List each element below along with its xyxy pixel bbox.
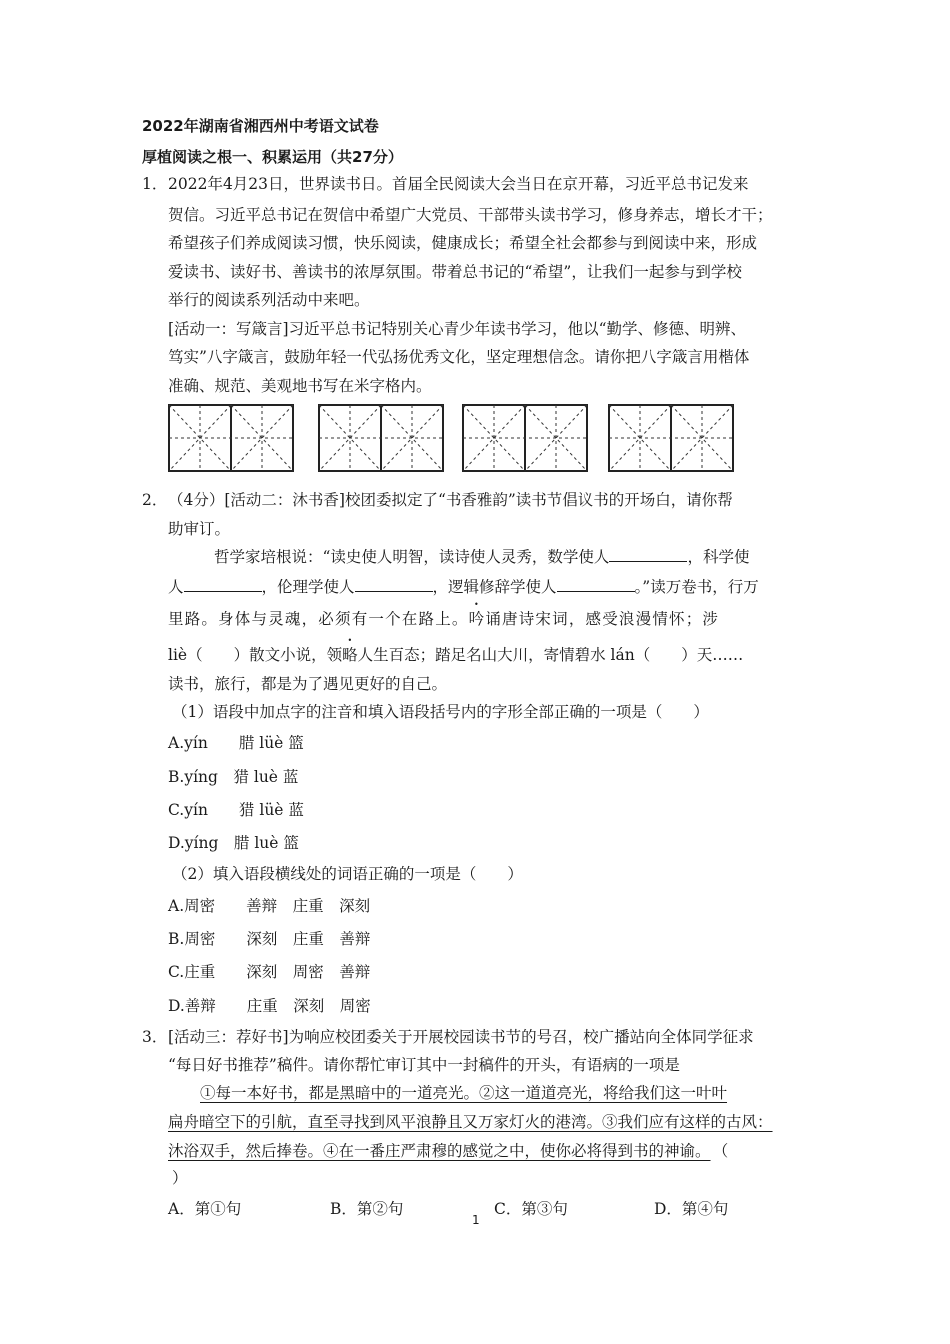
option-a[interactable]: A.周密 善辩 庄重 深刻 <box>168 897 371 915</box>
option-c[interactable]: C．第③句 <box>494 1200 568 1218</box>
page-number: 1 <box>472 1213 480 1227</box>
underlined-passage: 扁舟暗空下的引航，直至寻找到风平浪静且又万家灯火的港湾。③我们应有这样的古风： <box>168 1113 773 1131</box>
passage-line <box>168 1141 728 1161</box>
passage-line: 读书，旅行，都是为了遇见更好的自己。 <box>168 675 448 693</box>
passage-text: 哲学家培根说：“读史使人明智，读诗使人灵秀，数学使人 <box>214 548 610 566</box>
passage-text: 诵唐诗宋词，感受浪漫情怀；涉 <box>485 610 720 628</box>
passage-text: liè（ ）散文小说，领 <box>168 646 343 664</box>
option-d[interactable]: D．第④句 <box>654 1200 729 1218</box>
question-1-line: 笃实”八字箴言，鼓励年轻一代弘扬优秀文化，坚定理想信念。请你把八字箴言用楷体 <box>168 348 750 366</box>
option-d[interactable]: D.yíng 腊 luè 篮 <box>168 834 299 852</box>
question-1-line: 准确、规范、美观地书写在米字格内。 <box>168 377 432 395</box>
passage-text: 人 <box>168 578 184 596</box>
question-3-number: 3． <box>142 1028 168 1046</box>
passage-text: ，逻辑修辞学使人 <box>432 578 557 596</box>
answer-paren: （ <box>720 1142 729 1160</box>
section-heading: 厚植阅读之根一、积累运用（共27分） <box>142 148 403 166</box>
option-a[interactable]: A．第①句 <box>168 1200 242 1218</box>
question-2-line: （4分）[活动二：沐书香]校团委拟定了“书香雅韵”读书节倡议书的开场白，请你帮 <box>168 491 733 509</box>
passage-line <box>214 547 749 567</box>
question-3-line: “每日好书推荐”稿件。请你帮忙审订其中一封稿件的开头，有语病的一项是 <box>168 1056 680 1074</box>
fill-blank-1[interactable] <box>609 547 687 562</box>
question-1-line: 爱读书、读好书、善读书的浓厚氛围。带着总书记的“希望”，让我们一起参与到学校 <box>168 263 742 281</box>
fill-blank-4[interactable] <box>557 577 635 592</box>
exam-title: 2022年湖南省湘西州中考语文试卷 <box>142 117 379 135</box>
question-2-line: 助审订。 <box>168 520 231 538</box>
option-b[interactable]: B.周密 深刻 庄重 善辩 <box>168 930 371 948</box>
sub-question-2-stem: （2）填入语段横线处的词语正确的一项是（ ） <box>172 865 523 883</box>
question-2-number: 2． <box>142 491 168 509</box>
option-c[interactable]: C.yín 猎 lüè 蓝 <box>168 801 304 819</box>
underlined-passage: ①每一本好书，都是黑暗中的一道亮光。②这一道道亮光，将给我们这一叶叶 <box>200 1084 728 1102</box>
question-3-line: [活动三：荐好书]为响应校团委关于开展校园读书节的号召，校广播站向全体同学征求 <box>168 1028 754 1046</box>
dotted-char: 吟 <box>468 610 486 628</box>
question-1-number: 1． <box>142 175 168 193</box>
passage-text: 里路。身体与灵魂，必须有一个在路上。 <box>168 610 469 628</box>
mizige-box[interactable] <box>608 404 734 472</box>
mizige-box[interactable] <box>318 404 444 472</box>
question-1-line: 2022年4月23日，世界读书日。首届全民阅读大会当日在京开幕，习近平总书记发来 <box>168 175 749 193</box>
mizige-box[interactable] <box>462 404 588 472</box>
question-1-line: 举行的阅读系列活动中来吧。 <box>168 291 370 309</box>
passage-text: 人生百态；踏足名山大川，寄情碧水 lán（ ）天…… <box>357 646 744 664</box>
option-a[interactable]: A.yín 腊 lüè 篮 <box>168 734 304 752</box>
mizige-box[interactable] <box>168 404 294 472</box>
sub-question-1-stem: （1）语段中加点字的注音和填入语段括号内的字形全部正确的一项是（ ） <box>172 703 709 721</box>
passage-line <box>168 645 743 665</box>
question-1-line: 贺信。习近平总书记在贺信中希望广大党员、干部带头读书学习，修身养志，增长才干； <box>168 206 773 224</box>
passage-line <box>168 577 759 597</box>
option-c[interactable]: C.庄重 深刻 周密 善辩 <box>168 963 371 981</box>
passage-line <box>168 609 719 629</box>
underlined-passage: 沐浴双手，然后捧卷。④在一番庄严肃穆的感觉之中，使你必将得到书的神谕。 <box>168 1142 711 1160</box>
fill-blank-2[interactable] <box>184 577 262 592</box>
passage-text: ，伦理学使人 <box>261 578 355 596</box>
fill-blank-3[interactable] <box>355 577 433 592</box>
option-b[interactable]: B．第②句 <box>330 1200 404 1218</box>
option-d[interactable]: D.善辩 庄重 深刻 周密 <box>168 997 371 1015</box>
answer-paren: ） <box>172 1169 188 1187</box>
option-b[interactable]: B.yíng 猎 luè 蓝 <box>168 768 299 786</box>
question-1-line: 希望孩子们养成阅读习惯，快乐阅读，健康成长；希望全社会都参与到阅读中来，形成 <box>168 234 758 252</box>
dotted-char: 略 <box>342 646 358 664</box>
passage-text: ，科学使 <box>687 548 750 566</box>
passage-text: 。”读万卷书，行万 <box>634 578 759 596</box>
question-1-line: [活动一：写箴言]习近平总书记特别关心青少年读书学习，他以“勤学、修德、明辨、 <box>168 320 747 338</box>
